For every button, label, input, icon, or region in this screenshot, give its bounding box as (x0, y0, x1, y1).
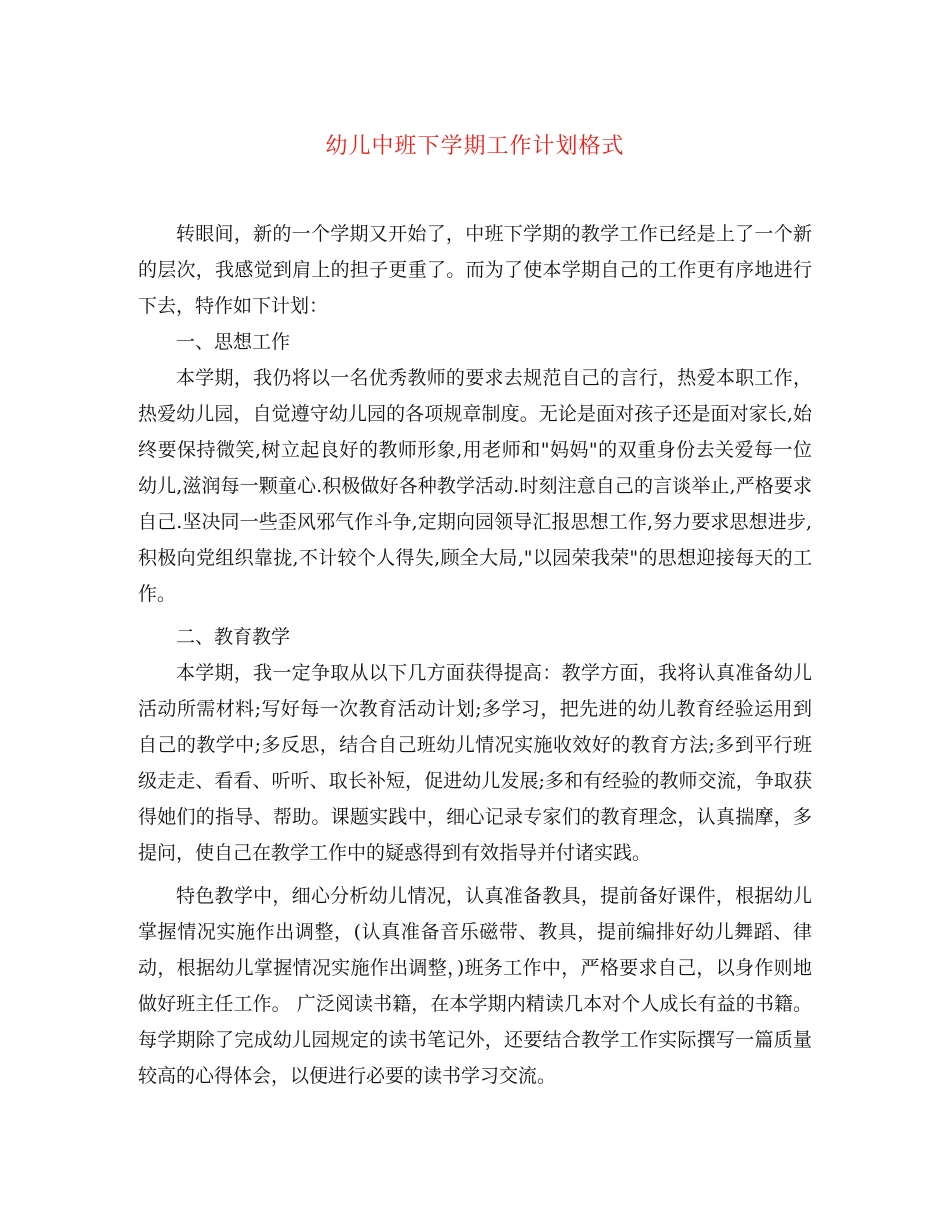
document-body (138, 216, 812, 1094)
paragraph-ideology: 本学期，我仍将以一名优秀教师的要求去规范自己的言行，热爱本职工作，热爱幼儿园，自觉遵守幼儿园的各项规章制度。无论是面对孩子还是面对家长,始终要保持微笑,树立起良好的教师形象,用老师和"妈妈"的双重身份去关爱每一位幼儿,滋润每一颗童心.积极做好各种教学活动.时刻注意自己的言谈举止,严格要求自己.坚决同一些歪风邪气作斗争,定期向园领导汇报思想工作,努力要求思想进步,积极向党组织靠拢,不计较个人得失,顾全大局,"以园荣我荣"的思想迎接每天的工作。 (138, 367, 812, 605)
paragraph-teaching: 本学期，我一定争取从以下几方面获得提高：教学方面，我将认真准备幼儿活动所需材料;写好每一次教育活动计划;多学习，把先进的幼儿教育经验运用到自己的教学中;多反思，结合自己班幼儿情况实施收效好的教育方法;多到平行班级走走、看看、听听、取长补短，促进幼儿发展;多和有经验的教师交流，争取获得她们的指导、帮助。课题实践中，细心记录专家们的教育理念，认真揣摩，多提问，使自己在教学工作中的疑惑得到有效指导并付诸实践。 (138, 662, 812, 864)
paragraph-special-teaching: 特色教学中，细心分析幼儿情况，认真准备教具，提前备好课件，根据幼儿掌握情况实施作出调整，(认真准备音乐磁带、教具，提前编排好幼儿舞蹈、律动，根据幼儿掌握情况实施作出调整，)班务工作中，严格要求自己，以身作则地做好班主任工作。 广泛阅读书籍，在本学期内精读几本对个人成长有益的书籍。每学期除了完成幼儿园规定的读书笔记外，还要结合教学工作实际撰写一篇质量较高的心得体会，以便进行必要的读书学习交流。 (138, 885, 812, 1087)
paragraph-intro: 转眼间，新的一个学期又开始了，中班下学期的教学工作已经是上了一个新的层次，我感觉到肩上的担子更重了。而为了使本学期自己的工作更有序地进行下去，特作如下计划： (138, 223, 812, 317)
section-heading-teaching: 二、教育教学 (176, 626, 291, 648)
section-heading-ideology: 一、思想工作 (176, 331, 291, 353)
document-title: 幼儿中班下学期工作计划格式 (325, 134, 625, 159)
